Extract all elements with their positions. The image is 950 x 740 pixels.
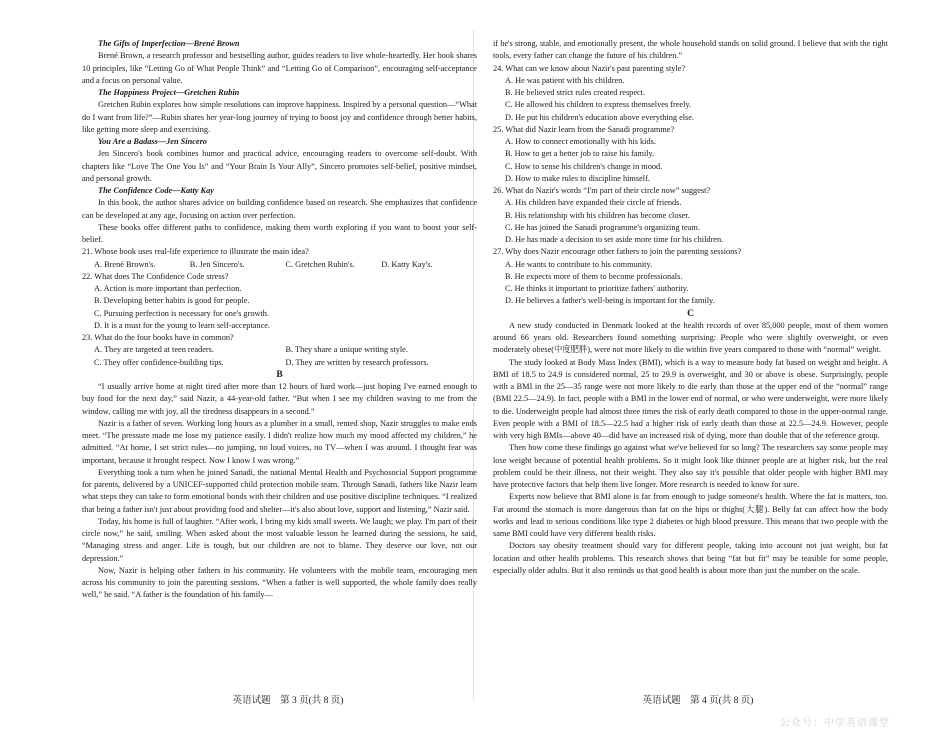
right-page — [493, 38, 888, 688]
answer-option: B. He expects more of them to become professionals. — [505, 271, 683, 281]
answer-option: D. They are written by research professors. — [285, 357, 429, 367]
answer-option: A. How to connect emotionally with his kids. — [505, 137, 656, 146]
question-stem: 24. What can we know about Nazir's past parenting style? — [493, 63, 686, 73]
section-label: B — [276, 369, 283, 380]
book-heading: The Gifts of Imperfection—Brené Brown — [98, 39, 240, 48]
left-page — [82, 38, 477, 688]
passage-paragraph: Everything took a turn when he joined Sanadi, the national Mental Health and Psychosocial Support programme for parents, delivered by a UNICEF-supported child protection mobile team. Through Sanadi, fathers like Nazir learn what steps they can take to form emotional bonds with their children and use positive discipline techniques. “I realized that being a father isn't just about providing food and shelter—it's also about love, support and listening,” Nazir said. — [82, 467, 477, 514]
passage-paragraph: Nazir is a father of seven. Working long hours as a plumber in a small, rented shop, Nazir struggles to make ends meet. “The pressure made me lose my patience easily. I didn't realize how much my mood affected my children,” he admitted. “At home, I set strict rules—no jumping, no loud voices, no TV—when I was around. I thought fear was important, because it brought respect. Now I know I was wrong.” — [82, 418, 477, 465]
page-footer: 英语试题 第 4 页(共 8 页) — [642, 696, 754, 706]
passage-paragraph: Today, his home is full of laughter. “After work, I bring my kids small sweets. We laugh; we play. I'm part of their circle now,” he said, smiling. When asked about the most valuable lesson he learned during the sessions, he said, “Managing stress and anger. Life is tough, but our children are not to blame. They deserve our love, not our depression.” — [82, 516, 477, 563]
answer-options — [82, 357, 477, 369]
page-footer: 英语试题 第 3 页(共 8 页) — [232, 696, 344, 706]
answer-option: A. His children have expanded their circle of friends. — [505, 198, 682, 208]
answer-option: D. He believes a father's well-being is important for the family. — [505, 296, 715, 306]
answer-options — [82, 259, 477, 271]
passage-paragraph: Then how come these findings go against what we've believed for so long? The researchers say some people may lose weight because of potential health problems. So it might look like thinner people are at higher risk, but the real problem could be their illness, not their weight. They also say it's possible that older people with higher BMI may have protective factors that help them live longer. More research is needed to know for sure. — [493, 443, 888, 489]
answer-option: A. Brené Brown's. — [94, 259, 156, 269]
answer-option: D. How to make rules to discipline himself. — [505, 173, 650, 183]
question-stem: 23. What do the four books have in common? — [82, 333, 234, 342]
answer-option: D. He has made a decision to set aside more time for his children. — [505, 235, 724, 244]
answer-option: C. He thinks it important to prioritize fathers' authority. — [505, 284, 689, 293]
book-heading: The Confidence Code—Katty Kay — [98, 186, 214, 195]
answer-option: C. Pursuing perfection is necessary for one's growth. — [94, 308, 270, 318]
question-stem: 22. What does The Confidence Code stress? — [82, 271, 229, 281]
book-description: Gretchen Rubin explores how simple resolutions can improve happiness. Inspired by a personal question—“What do I want from life?”—Rubin shares her year-long journey of trying to boost joy and confidence through better habits, like getting more sleep and exercising. — [82, 100, 477, 134]
passage-paragraph: “I usually arrive home at night tired after more than 12 hours of hard work—just hoping I've earned enough to buy food for the next day,” said Nazir, a 44-year-old father. “But when I see my children waving to me from the window, calling me with joy, all the tiredness disappears in a second.” — [82, 382, 477, 416]
passage-paragraph: Doctors say obesity treatment should vary for different people, taking into account not just weight, but fat location and other health problems. This research shows that being “fat but fit” may be teasible for some people, especially older adults. But it also reminds us that good health is about more than just the number on the scale. — [493, 541, 888, 575]
book-heading: The Happiness Project—Gretchen Rubin — [98, 88, 240, 97]
book-description: Jen Sincero's book combines humor and practical advice, encouraging readers to overcome self-doubt. With chapters like “Love The One You Is” and “Your Brain Is Your Ally”, Sincero promotes self-belief, positive mindset, and personal growth. — [82, 149, 477, 183]
passage-closing: These books offer different paths to confidence, making them worth exploring if you want to boost your self-belief. — [82, 222, 477, 244]
answer-option: D. He put his children's education above everything else. — [505, 112, 695, 122]
answer-option: D. Katty Kay's. — [381, 259, 433, 269]
answer-option: B. His relationship with his children has become closer. — [505, 210, 690, 220]
answer-option: A. He wants to contribute to his community. — [505, 259, 653, 269]
answer-option: C. He allowed his children to express themselves freely. — [505, 100, 692, 110]
answer-option: B. Jen Sincero's. — [189, 259, 245, 269]
answer-option: B. He believed strict rules created respect. — [505, 88, 646, 97]
answer-options — [82, 344, 477, 356]
section-label: C — [687, 308, 694, 319]
book-heading: You Are a Badass—Jen Sincero — [98, 137, 207, 146]
passage-paragraph: The study looked at Body Mass Index (BMI), which is a way to measure body fat based on weight and height. A BMI of 18.5 to 24.9 is considered normal, 25 to 29.9 is overweight, and 30 or above is obese. Surprisingly, people with a BMI in the 25—35 range were not more likely to die early than those at the upper end of the “normal” range (BMI 22.5—24.9). In fact, people with a BMI in the lower end of normal, or who were underweight, were more likely to die. Underweight people had almost three times the risk of early death compared to those in the upper-normal range. Even people with a BMI of 18.5—22.5 had a higher risk of early death than those at 22.5—24.9. However, people with very high BMIs—above 40—did have an increased risk of dying, more than double that of the reference group. — [493, 357, 888, 440]
answer-option: D. It is a must for the young to learn self-acceptance. — [94, 320, 271, 330]
question-stem: 25. What did Nazir learn from the Sanadi programme? — [493, 124, 675, 134]
answer-option: C. He has joined the Sanadi programme's organizing team. — [505, 222, 700, 232]
book-description: Brené Brown, a research professor and bestselling author, guides readers to live whole-heartedly. Her book shares 10 principles, like “Letting Go of What People Think” and “Letting Go of Comparison”, encouraging self-acceptance and a focus on personal value. — [82, 51, 477, 85]
book-description: In this book, the author shares advice on building confidence based on research. She emphasizes that confidence can be developed at any age, focusing on action over perfection. — [82, 198, 477, 220]
answer-option: C. How to sense his children's change in mood. — [505, 161, 663, 171]
passage-paragraph: if he's strong, stable, and emotionally present, the whole household stands on solid ground. I believe that with the right tools, every father can change the future of his children.” — [493, 39, 888, 61]
answer-option: B. How to get a better job to raise his family. — [505, 149, 655, 159]
answer-option: B. They share a unique writing style. — [285, 345, 408, 355]
answer-option: C. They offer confidence-building tips. — [94, 357, 224, 367]
question-stem: 26. What do Nazir's words “I'm part of their circle now” suggest? — [493, 186, 711, 195]
watermark: 公众号：中学英语课堂 — [780, 718, 890, 729]
passage-paragraph: Now, Nazir is helping other fathers in his community. He volunteers with the mobile team, encouraging men across his community to join the parenting sessions. “When a father is well supported, the whole family does really well,” he said. “A father is the foundation of his family— — [82, 565, 477, 600]
answer-option: A. Action is more important than perfection. — [94, 284, 242, 293]
answer-option: C. Gretchen Rubin's. — [285, 259, 355, 269]
question-stem: 21. Whose book uses real-life experience to illustrate the main idea? — [82, 247, 309, 257]
answer-option: A. They are targeted at teen readers. — [94, 345, 214, 355]
question-stem: 27. Why does Nazir encourage other fathers to join the parenting sessions? — [493, 247, 742, 257]
passage-paragraph: Experts now believe that BMI alone is far from enough to judge someone's health. Where the fat is matters, too. Fat around the stomach is more dangerous than fat on the hips or thighs(大腿). Belly fat can affect how the body works and lead to serious conditions like type 2 diabetes or high blood pressure. This means that two people with the same BMI could have very different health risks. — [493, 492, 888, 538]
passage-paragraph: A new study conducted in Denmark looked at the health records of over 85,000 people, most of them women around 66 years old. Researchers found something surprising: People who were slightly overweight, or even moderately obese(中度肥胖), were not more likely to die within five years compared to those with “normal” weight. — [493, 320, 888, 355]
answer-option: B. Developing better habits is good for people. — [94, 296, 250, 306]
answer-option: A. He was patient with his children. — [505, 75, 625, 85]
